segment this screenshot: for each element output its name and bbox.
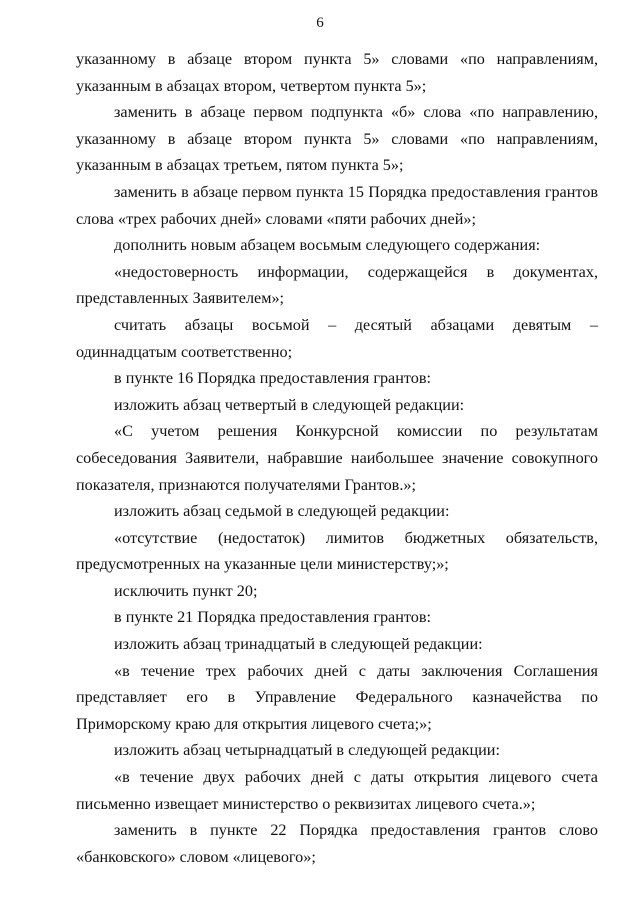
paragraph-18: заменить в пункте 22 Порядка предоставления грантов слово «банковского» словом «лицевого»; — [76, 821, 598, 866]
paragraph-14: изложить абзац тринадцатый в следующей редакции: — [114, 635, 483, 654]
paragraph-12: исключить пункт 20; — [114, 581, 258, 600]
paragraph-3: заменить в абзаце первом пункта 15 Порядка предоставления грантов слова «трех рабочих дней» словами «пяти рабочих дней»; — [76, 182, 598, 228]
paragraph-7: в пункте 16 Порядка предоставления грантов: — [114, 369, 431, 388]
paragraph-5: «недостоверность информации, содержащейся в документах, представленных Заявителем»; — [76, 262, 598, 308]
paragraph-9: «С учетом решения Конкурсной комиссии по результатам собеседования Заявители, набравшие наибольшее значение совокупного показателя, признаются получателями Грантов.»; — [76, 422, 598, 494]
paragraph-4: дополнить новым абзацем восьмым следующего содержания: — [114, 236, 541, 255]
page-number: 6 — [316, 15, 324, 31]
paragraph-2: заменить в абзаце первом подпункта «б» слова «по направлению, указанному в абзаце втором пункта 5» словами «по направлениям, указанным в абзацах третьем, пятом пункта 5»; — [76, 103, 598, 175]
paragraph-17: «в течение двух рабочих дней с даты открытия лицевого счета письменно извещает министерство о реквизитах лицевого счета.»; — [76, 768, 598, 813]
document-body — [76, 46, 598, 870]
paragraph-11: «отсутствие (недостаток) лимитов бюджетных обязательств, предусмотренных на указанные цели министерству;»; — [76, 528, 598, 574]
paragraph-8: изложить абзац четвертый в следующей редакции: — [114, 395, 465, 414]
paragraph-13: в пункте 21 Порядка предоставления грантов: — [114, 608, 431, 627]
paragraph-16: изложить абзац четырнадцатый в следующей редакции: — [114, 741, 500, 760]
paragraph-10: изложить абзац седьмой в следующей редакции: — [114, 502, 450, 521]
paragraph-6: считать абзацы восьмой – десятый абзацами девятым – одиннадцатым соответственно; — [76, 315, 598, 361]
paragraph-1: указанному в абзаце втором пункта 5» словами «по направлениям, указанным в абзацах втором, четвертом пункта 5»; — [76, 50, 598, 95]
paragraph-15: «в течение трех рабочих дней с даты заключения Соглашения представляет его в Управление Федерального казначейства по Приморскому краю для открытия лицевого счета;»; — [76, 661, 598, 733]
